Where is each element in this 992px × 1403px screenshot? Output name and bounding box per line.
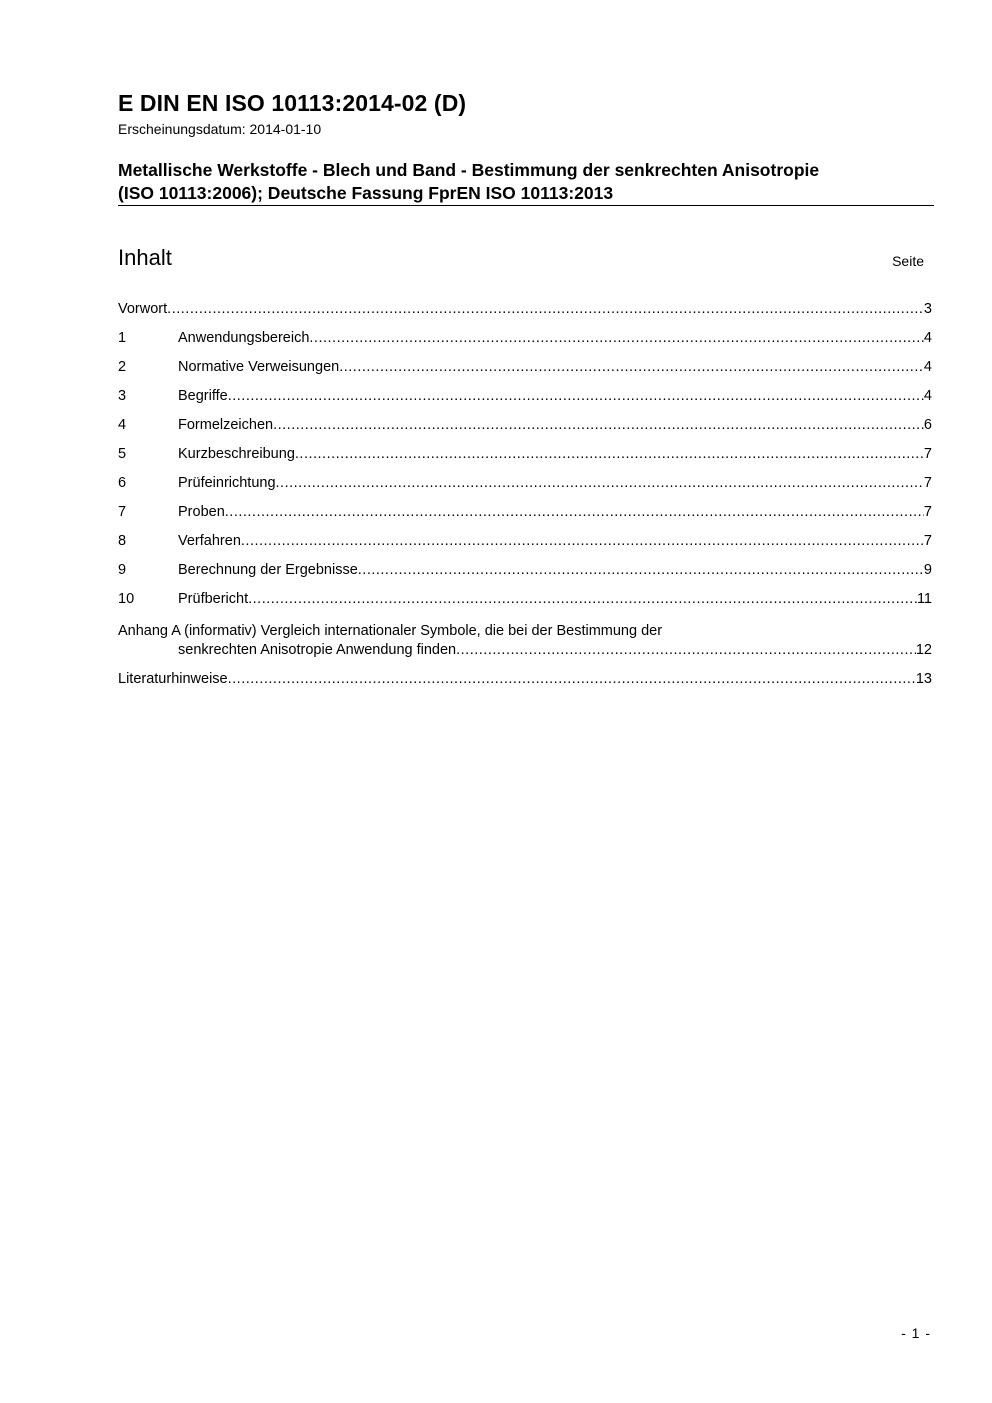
toc-entry-label: Proben [178, 504, 225, 520]
document-title [118, 159, 934, 205]
toc-entry-label: Berechnung der Ergebnisse [178, 562, 358, 578]
dot-leader [456, 642, 916, 658]
toc-entry-4[interactable] [118, 417, 932, 437]
toc-entry-number: 9 [118, 562, 127, 578]
toc-entry-page: 13 [915, 671, 932, 687]
toc-entry-1[interactable] [118, 330, 932, 350]
toc-entry-8[interactable] [118, 533, 932, 553]
dot-leader [167, 301, 924, 317]
toc-entry-3[interactable] [118, 388, 932, 408]
dot-leader [225, 504, 924, 520]
toc-entry-number: 2 [118, 359, 127, 375]
dot-leader [339, 359, 924, 375]
toc-entry-number: 1 [118, 330, 127, 346]
toc-entry-page: 12 [915, 642, 932, 658]
title-line-2: (ISO 10113:2006); Deutsche Fassung FprEN ISO 10113:2013 [118, 183, 614, 203]
toc-entry-page: 7 [923, 475, 932, 491]
toc-entry-2[interactable] [118, 359, 932, 379]
toc-entry-page: 7 [923, 446, 932, 462]
toc-entry-label: Verfahren [178, 533, 241, 549]
annex-title-line-2-row [178, 642, 932, 662]
dot-leader [309, 330, 924, 346]
toc-entry-label: Vorwort [118, 301, 168, 317]
toc-entry-page: 4 [923, 359, 932, 375]
toc-entry-label: Prüfbericht [178, 591, 249, 607]
toc-entry-label: Prüfeinrichtung [178, 475, 276, 491]
toc-entry-page: 4 [923, 388, 932, 404]
toc-entry-number: 5 [118, 446, 127, 462]
title-rule [118, 205, 934, 206]
dot-leader [228, 388, 924, 404]
toc-entry-label: Kurzbeschreibung [178, 446, 295, 462]
document-id: E DIN EN ISO 10113:2014-02 (D) [118, 90, 467, 116]
toc-entry-page: 9 [923, 562, 932, 578]
toc-entry-number: 4 [118, 417, 127, 433]
toc-entry-label: Begriffe [178, 388, 228, 404]
toc-heading: Inhalt [118, 245, 172, 270]
annex-title-line-1: Anhang A (informativ) Vergleich internationaler Symbole, die bei der Bestimmung der [118, 623, 663, 639]
annex-title-line-2: senkrechten Anisotropie Anwendung finden [178, 642, 457, 658]
toc-entry-page: 11 [916, 591, 932, 607]
toc-entry-page: 7 [923, 504, 932, 520]
toc-entry-10[interactable] [118, 591, 932, 611]
toc-entry-page: 4 [923, 330, 932, 346]
toc-entry-page: 6 [923, 417, 932, 433]
toc-entry-6[interactable] [118, 475, 932, 495]
dot-leader [276, 475, 924, 491]
toc-entry-number: 10 [118, 591, 135, 607]
page-column-label: Seite [892, 253, 924, 269]
toc-entry-5[interactable] [118, 446, 932, 466]
toc-entry-bibliography[interactable] [118, 671, 932, 691]
toc-entry-label: Formelzeichen [178, 417, 274, 433]
dot-leader [358, 562, 924, 578]
dot-leader [295, 446, 924, 462]
toc-entry-9[interactable] [118, 562, 932, 582]
toc-entry-number: 8 [118, 533, 127, 549]
toc-entry-number: 3 [118, 388, 127, 404]
publication-date: Erscheinungsdatum: 2014-01-10 [118, 121, 322, 137]
toc-entry-number: 7 [118, 504, 127, 520]
dot-leader [248, 591, 917, 607]
toc-entry-label: Anwendungsbereich [178, 330, 310, 346]
toc-entry-number: 6 [118, 475, 127, 491]
title-line-1: Metallische Werkstoffe - Blech und Band - Bestimmung der senkrechten Anisotropie [118, 160, 820, 180]
dot-leader [241, 533, 924, 549]
toc-entry-7[interactable] [118, 504, 932, 524]
dot-leader [273, 417, 924, 433]
dot-leader [228, 671, 916, 687]
toc-entry-page: 3 [923, 301, 932, 317]
toc-entry-vorwort[interactable] [118, 301, 932, 321]
toc-entry-page: 7 [923, 533, 932, 549]
toc-entry-label: Normative Verweisungen [178, 359, 340, 375]
toc-entry-label: Literaturhinweise [118, 671, 228, 687]
footer-page-number: - 1 - [901, 1325, 931, 1341]
